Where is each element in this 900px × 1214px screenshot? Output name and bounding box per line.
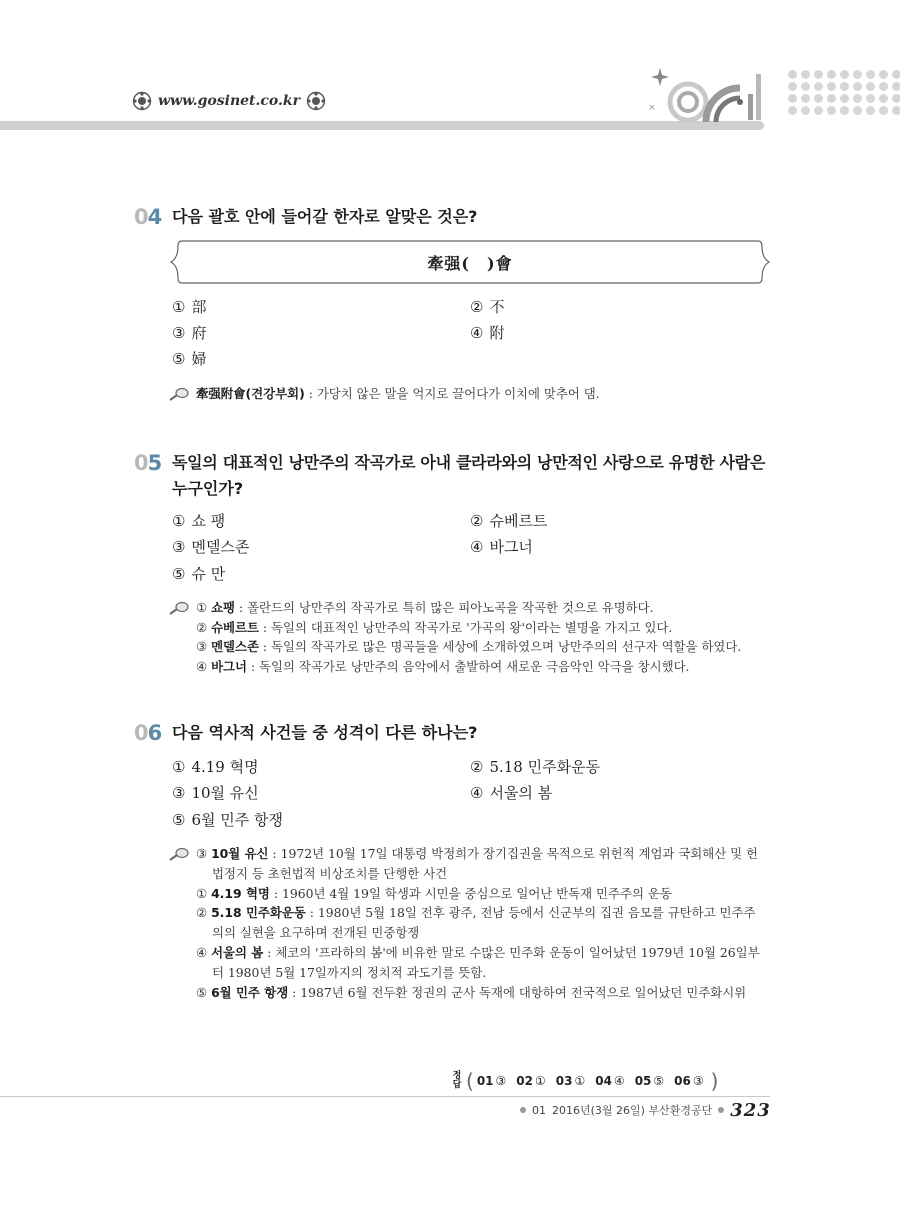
answer-item: 03 ① bbox=[555, 1074, 586, 1088]
explanation-04: 牽强附會(견강부회) : 가당치 않은 말을 억지로 끌어다가 이치에 맞추어 댐. bbox=[168, 384, 768, 406]
option[interactable]: ③ 10월 유신 bbox=[172, 784, 259, 802]
explanation-line: ④ 서울의 봄 : 체코의 '프라하의 봄'에 비유한 말로 수많은 민주화 운동이 일어났던 1979년 10월 26일부 bbox=[196, 944, 760, 960]
answer-item: 06 ③ bbox=[674, 1074, 704, 1088]
explanation-line: ④ 바그너 : 독일의 작곡가로 낭만주의 음악에서 출발하여 새로운 극음악인 악극을 창시했다. bbox=[196, 658, 690, 674]
option[interactable]: ① 部 bbox=[172, 298, 207, 316]
header-dot-grid bbox=[788, 70, 900, 118]
flower-icon bbox=[306, 91, 326, 111]
option[interactable]: ⑤ 婦 bbox=[172, 350, 207, 368]
explanation-line: ② 5.18 민주화운동 : 1980년 5월 18일 전후 광주, 전남 등에서 신군부의 집권 음모를 규탄하고 민주주 bbox=[196, 905, 756, 921]
svg-text:×: × bbox=[648, 103, 656, 113]
magnifier-hint-icon bbox=[168, 601, 190, 615]
option[interactable]: ⑤ 6월 민주 항쟁 bbox=[172, 811, 283, 829]
question-number: 06 bbox=[134, 721, 162, 745]
option[interactable]: ④ 서울의 봄 bbox=[470, 784, 553, 802]
option[interactable]: ④ 附 bbox=[470, 324, 505, 342]
question-04 bbox=[134, 204, 792, 230]
question-prompt: 다음 역사적 사건들 중 성격이 다른 하나는? bbox=[172, 723, 478, 742]
site-url bbox=[132, 90, 326, 112]
explanation-line: ③ 10월 유신 : 1972년 10월 17일 대통령 박정희가 장기집권을 목적으로 위헌적 계엄과 국회해산 및 헌 bbox=[196, 846, 759, 861]
answer-item: 04 ④ bbox=[595, 1074, 625, 1088]
option[interactable]: ② 슈베르트 bbox=[470, 512, 548, 530]
footer-chapter: 01 bbox=[532, 1103, 546, 1117]
explanation-06 bbox=[168, 844, 768, 1014]
option[interactable]: ④ 바그너 bbox=[470, 538, 533, 556]
answer-item: 01 ③ bbox=[476, 1074, 507, 1088]
option[interactable]: ③ 멘델스존 bbox=[172, 538, 250, 556]
question-number: 05 bbox=[134, 451, 162, 475]
answer-key-title: 정답 bbox=[452, 1071, 462, 1090]
explanation-line: 의의 실현을 요구하며 전개된 민중항쟁 bbox=[212, 925, 420, 941]
option[interactable]: ① 4.19 혁명 bbox=[172, 758, 259, 776]
explanation-line: ① 4.19 혁명 : 1960년 4월 19일 학생과 시민을 중심으로 일어난 반독재 민주주의 운동 bbox=[196, 885, 672, 901]
bullet-icon bbox=[718, 1107, 724, 1113]
answer-key: 정답 ( 01 ③ 02 ① 03 ① 04 ④ 05 ⑤ 06 ③ ) bbox=[450, 1068, 780, 1094]
option[interactable]: ③ 府 bbox=[172, 324, 207, 342]
option[interactable]: ② 5.18 민주화운동 bbox=[470, 758, 601, 776]
bullet-icon bbox=[520, 1107, 526, 1113]
site-url-text[interactable]: www.gosinet.co.kr bbox=[158, 93, 300, 109]
flower-icon bbox=[132, 91, 152, 111]
question-number: 04 bbox=[134, 205, 162, 229]
footer bbox=[520, 1097, 771, 1123]
option[interactable]: ① 쇼 팽 bbox=[172, 512, 226, 530]
explanation-05 bbox=[168, 598, 768, 680]
explanation-line: ⑤ 6월 민주 항쟁 : 1987년 6월 전두환 정권의 군사 독재에 대항하여 전국적으로 일어났던 민주화시위 bbox=[196, 984, 747, 1000]
question-box bbox=[170, 240, 770, 284]
question-06 bbox=[134, 720, 792, 746]
answer-item: 05 ⑤ bbox=[634, 1074, 665, 1088]
footer-exam: 2016년(3월 26일) 부산환경공단 bbox=[552, 1104, 713, 1117]
explanation-line: 터 1980년 5월 17일까지의 정치적 과도기를 뜻함. bbox=[212, 964, 487, 980]
page-number: 323 bbox=[730, 1099, 771, 1121]
question-prompt: 다음 괄호 안에 들어갈 한자로 알맞은 것은? bbox=[172, 207, 478, 226]
header-decoration-icon bbox=[640, 66, 770, 122]
box-text: 牽强( )會 bbox=[427, 253, 513, 273]
explanation-line: ① 쇼팽 : 폴란드의 낭만주의 작곡가로 특히 많은 피아노곡을 작곡한 것으로 유명하다. bbox=[196, 600, 654, 615]
answer-item: 02 ① bbox=[516, 1074, 546, 1088]
header-band bbox=[0, 121, 764, 130]
question-05 bbox=[134, 450, 792, 502]
explanation-line: 법정지 등 초헌법적 비상조치를 단행한 사건 bbox=[212, 865, 448, 881]
question-prompt: 독일의 대표적인 낭만주의 작곡가로 아내 클라라와의 낭만적인 사랑으로 유명한 사람은 누구인가? bbox=[172, 453, 766, 498]
magnifier-hint-icon bbox=[168, 847, 190, 861]
magnifier-hint-icon bbox=[168, 387, 190, 401]
explanation-line: ③ 멘델스존 : 독일의 작곡가로 많은 명곡들을 세상에 소개하였으며 낭만주의의 선구자 역할을 하였다. bbox=[196, 639, 742, 654]
explanation-line: ② 슈베르트 : 독일의 대표적인 낭만주의 작곡가로 '가곡의 왕'이라는 별명을 가지고 있다. bbox=[196, 619, 673, 635]
option[interactable]: ⑤ 슈 만 bbox=[172, 565, 226, 583]
option[interactable]: ② 不 bbox=[470, 298, 505, 316]
